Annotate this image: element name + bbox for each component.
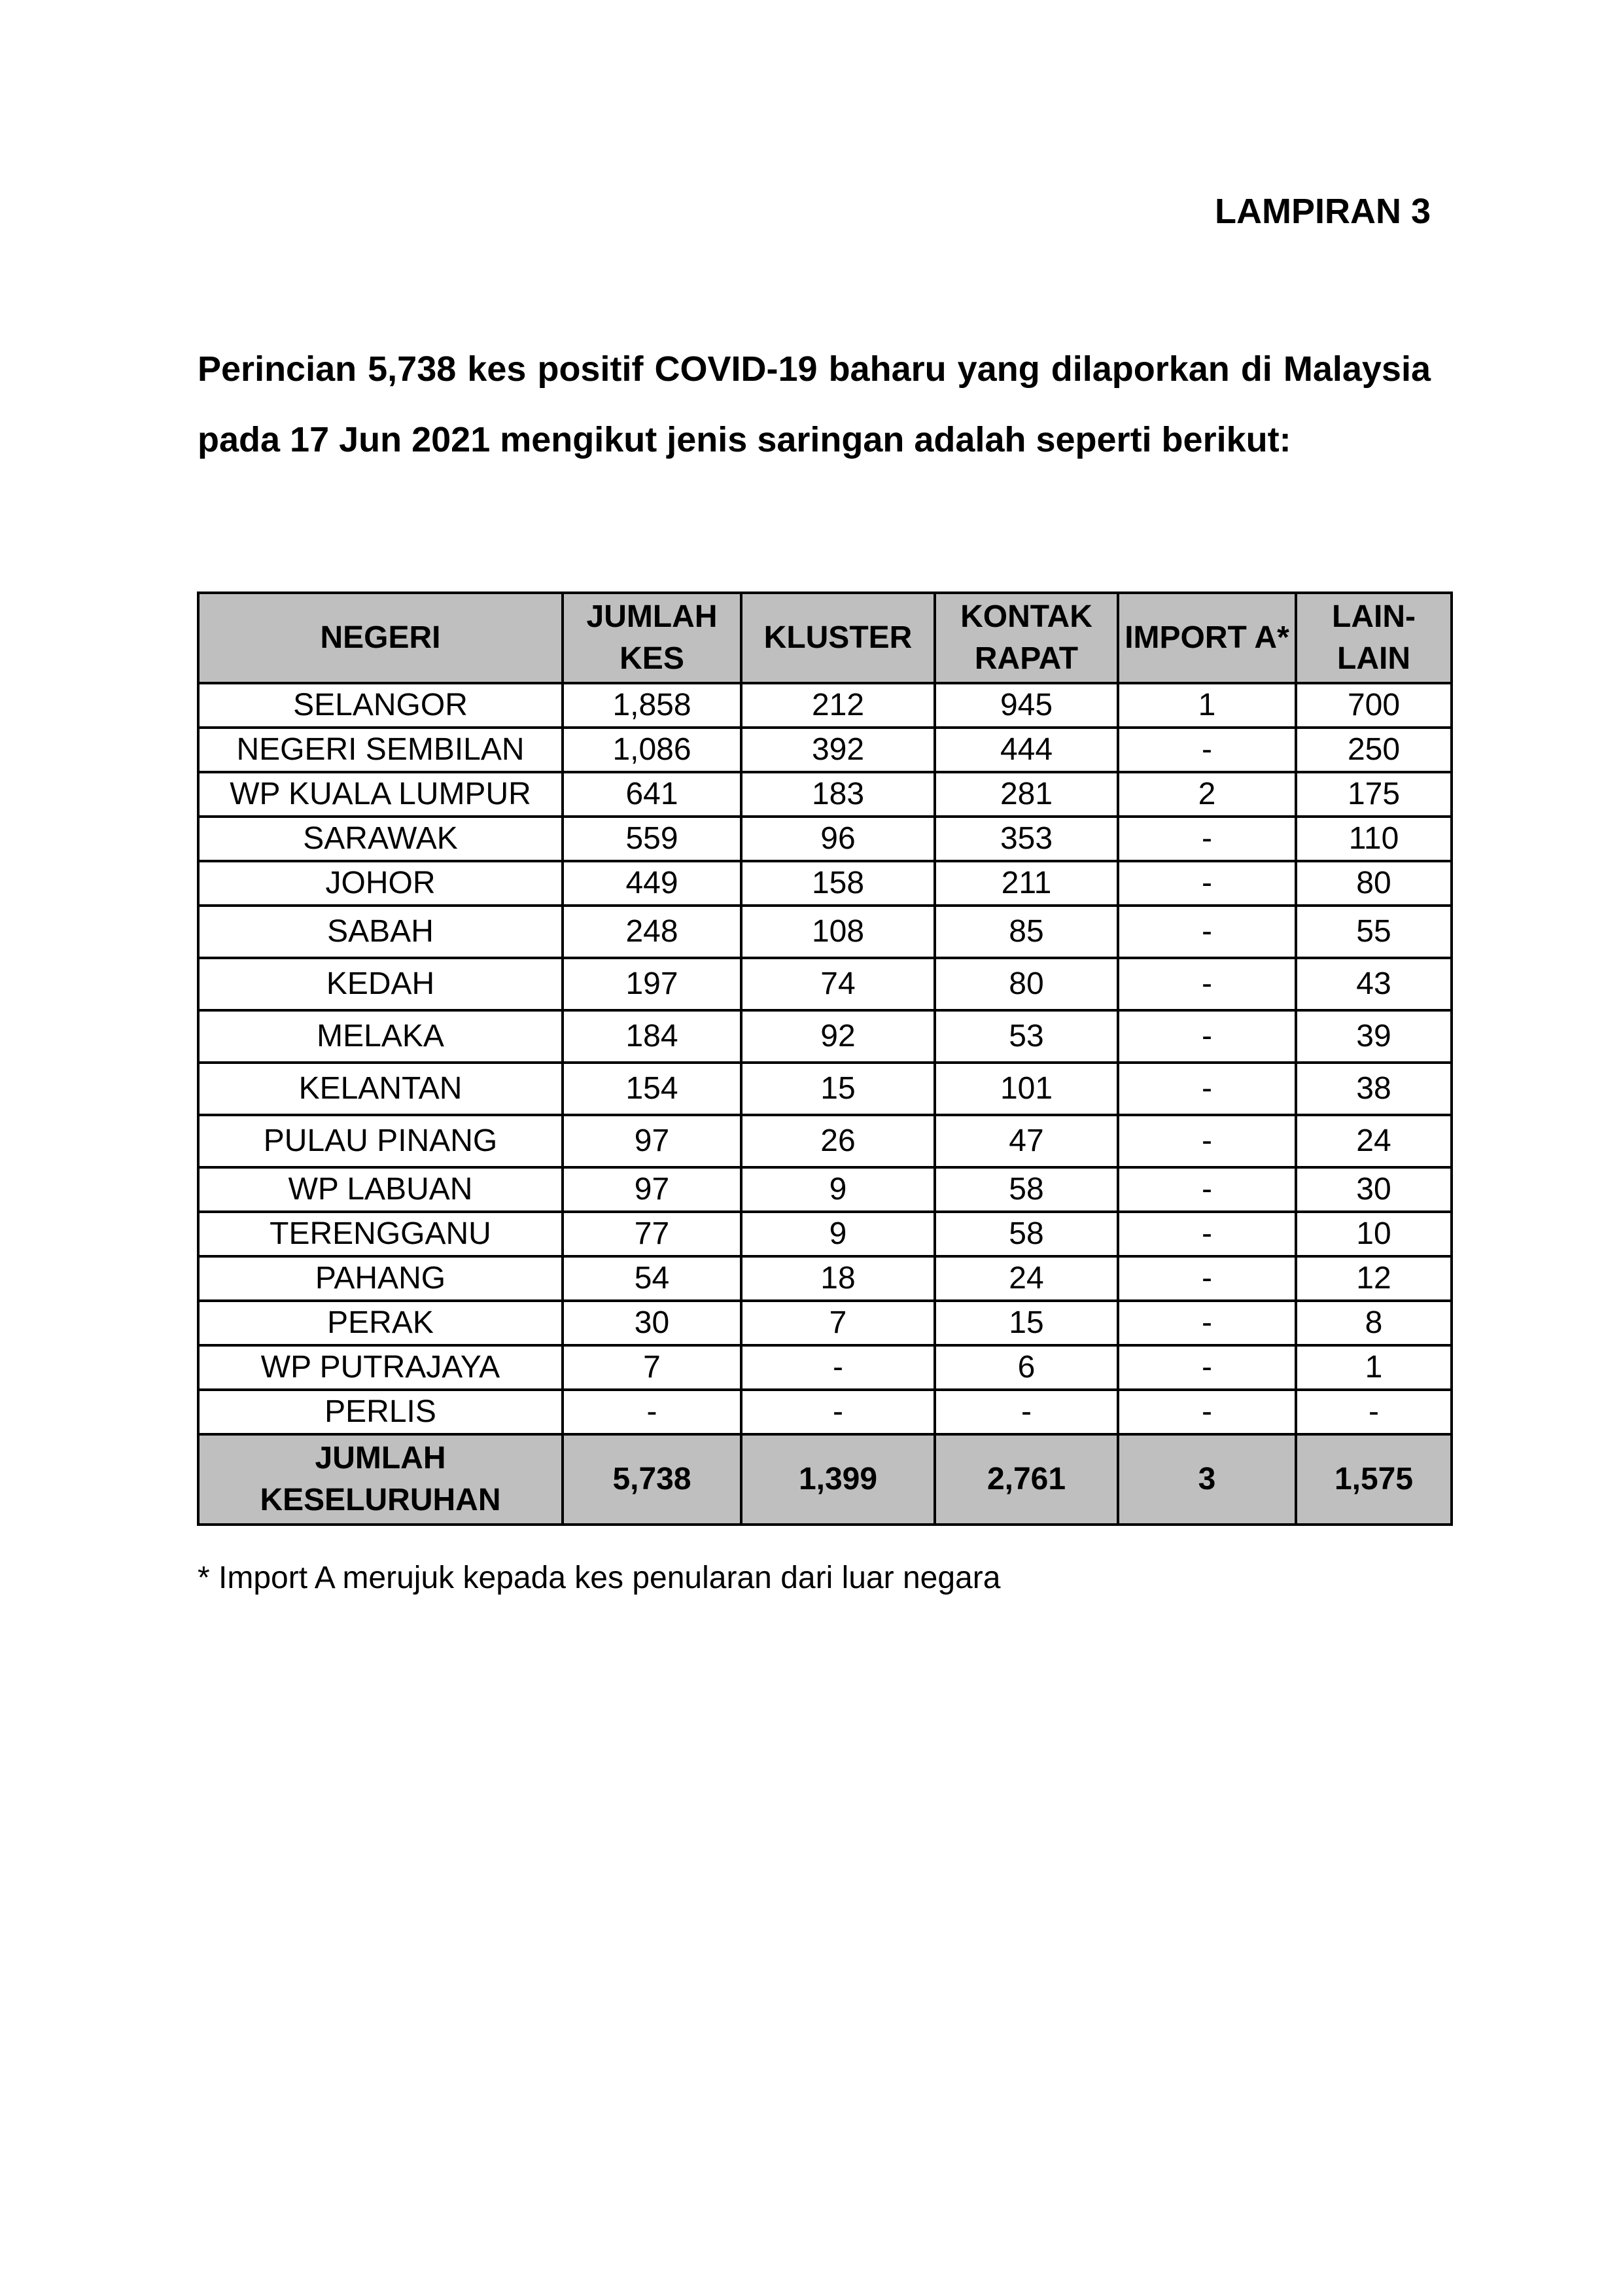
table-cell: 97 xyxy=(563,1115,741,1167)
table-body xyxy=(198,683,1452,1434)
table-row xyxy=(198,1256,1452,1301)
table-cell: 444 xyxy=(935,728,1118,772)
table-row xyxy=(198,1167,1452,1212)
table-cell: 30 xyxy=(563,1301,741,1345)
table-cell: 30 xyxy=(1296,1167,1452,1212)
table-cell: 54 xyxy=(563,1256,741,1301)
table-cell: 47 xyxy=(935,1115,1118,1167)
table-cell: - xyxy=(1118,1390,1296,1434)
table-cell: - xyxy=(1118,1345,1296,1390)
header-kluster: KLUSTER xyxy=(741,593,935,683)
table-cell: - xyxy=(563,1390,741,1434)
table-cell: 7 xyxy=(563,1345,741,1390)
table-row xyxy=(198,683,1452,728)
table-cell: 211 xyxy=(935,861,1118,906)
state-name-cell: KEDAH xyxy=(198,958,563,1010)
table-cell: 353 xyxy=(935,817,1118,861)
table-cell: 58 xyxy=(935,1167,1118,1212)
table-cell: 392 xyxy=(741,728,935,772)
table-cell: 80 xyxy=(935,958,1118,1010)
table-cell: 183 xyxy=(741,772,935,817)
header-kontak-rapat: KONTAK RAPAT xyxy=(935,593,1118,683)
state-name-cell: PERAK xyxy=(198,1301,563,1345)
table-cell: 175 xyxy=(1296,772,1452,817)
table-row xyxy=(198,772,1452,817)
table-cell: 58 xyxy=(935,1212,1118,1256)
table-cell: - xyxy=(1296,1390,1452,1434)
footnote: * Import A merujuk kepada kes penularan dari luar negara xyxy=(198,1561,1001,1595)
table-cell: - xyxy=(1118,728,1296,772)
table-cell: - xyxy=(1118,817,1296,861)
table-cell: - xyxy=(1118,1212,1296,1256)
table-cell: 1 xyxy=(1296,1345,1452,1390)
table-row xyxy=(198,1345,1452,1390)
state-name-cell: KELANTAN xyxy=(198,1063,563,1115)
table-cell: 7 xyxy=(741,1301,935,1345)
total-cell: 2,761 xyxy=(935,1434,1118,1525)
table-cell: 74 xyxy=(741,958,935,1010)
table-row xyxy=(198,1390,1452,1434)
table-cell: 38 xyxy=(1296,1063,1452,1115)
table-row xyxy=(198,1212,1452,1256)
table-cell: - xyxy=(935,1390,1118,1434)
table-cell: - xyxy=(1118,1167,1296,1212)
table-cell: 184 xyxy=(563,1010,741,1063)
table-cell: 559 xyxy=(563,817,741,861)
table-row xyxy=(198,906,1452,958)
table-cell: 9 xyxy=(741,1212,935,1256)
state-name-cell: SABAH xyxy=(198,906,563,958)
table-cell: - xyxy=(1118,1063,1296,1115)
table-cell: 281 xyxy=(935,772,1118,817)
state-name-cell: PAHANG xyxy=(198,1256,563,1301)
appendix-label: LAMPIRAN 3 xyxy=(1214,192,1431,231)
table-cell: 43 xyxy=(1296,958,1452,1010)
table-row xyxy=(198,817,1452,861)
table-cell: 39 xyxy=(1296,1010,1452,1063)
table-cell: 154 xyxy=(563,1063,741,1115)
table-cell: - xyxy=(1118,958,1296,1010)
state-name-cell: JOHOR xyxy=(198,861,563,906)
intro-paragraph: Perincian 5,738 kes positif COVID-19 baharu yang dilaporkan di Malaysia pada 17 Jun 2021 mengikut jenis saringan adalah seperti berikut: xyxy=(198,349,1431,459)
state-name-cell: SARAWAK xyxy=(198,817,563,861)
table-cell: 97 xyxy=(563,1167,741,1212)
table-cell: - xyxy=(741,1345,935,1390)
state-name-cell: WP PUTRAJAYA xyxy=(198,1345,563,1390)
table-cell: 1,858 xyxy=(563,683,741,728)
table-row xyxy=(198,1063,1452,1115)
table-cell: 110 xyxy=(1296,817,1452,861)
total-row xyxy=(198,1434,1452,1525)
table-cell: - xyxy=(1118,1301,1296,1345)
table-cell: 449 xyxy=(563,861,741,906)
table-row xyxy=(198,1115,1452,1167)
header-jumlah-kes: JUMLAH KES xyxy=(563,593,741,683)
table-header-row xyxy=(198,593,1452,683)
table-cell: 24 xyxy=(1296,1115,1452,1167)
state-name-cell: NEGERI SEMBILAN xyxy=(198,728,563,772)
table-cell: 80 xyxy=(1296,861,1452,906)
table-row xyxy=(198,1010,1452,1063)
table-cell: - xyxy=(741,1390,935,1434)
header-lain-lain: LAIN-LAIN xyxy=(1296,593,1452,683)
table-cell: 92 xyxy=(741,1010,935,1063)
table-cell: 108 xyxy=(741,906,935,958)
table-cell: 53 xyxy=(935,1010,1118,1063)
table-cell: 10 xyxy=(1296,1212,1452,1256)
table-cell: 18 xyxy=(741,1256,935,1301)
table-cell: 212 xyxy=(741,683,935,728)
table-cell: 197 xyxy=(563,958,741,1010)
state-name-cell: MELAKA xyxy=(198,1010,563,1063)
state-name-cell: PERLIS xyxy=(198,1390,563,1434)
table-row xyxy=(198,958,1452,1010)
total-cell: 1,399 xyxy=(741,1434,935,1525)
table-cell: - xyxy=(1118,1256,1296,1301)
table-cell: 1 xyxy=(1118,683,1296,728)
header-import-a: IMPORT A* xyxy=(1118,593,1296,683)
state-name-cell: SELANGOR xyxy=(198,683,563,728)
table-cell: - xyxy=(1118,861,1296,906)
table-cell: 2 xyxy=(1118,772,1296,817)
table-cell: 8 xyxy=(1296,1301,1452,1345)
total-cell: 3 xyxy=(1118,1434,1296,1525)
total-cell: 1,575 xyxy=(1296,1434,1452,1525)
table-cell: 96 xyxy=(741,817,935,861)
table-cell: 85 xyxy=(935,906,1118,958)
table-row xyxy=(198,861,1452,906)
table-cell: 55 xyxy=(1296,906,1452,958)
table-row xyxy=(198,1301,1452,1345)
table-cell: 9 xyxy=(741,1167,935,1212)
table-cell: - xyxy=(1118,906,1296,958)
table-cell: 700 xyxy=(1296,683,1452,728)
table-cell: 1,086 xyxy=(563,728,741,772)
table-cell: 158 xyxy=(741,861,935,906)
table-cell: 641 xyxy=(563,772,741,817)
state-name-cell: TERENGGANU xyxy=(198,1212,563,1256)
state-name-cell: WP LABUAN xyxy=(198,1167,563,1212)
state-name-cell: PULAU PINANG xyxy=(198,1115,563,1167)
table-cell: 24 xyxy=(935,1256,1118,1301)
total-label: JUMLAH KESELURUHAN xyxy=(198,1434,563,1525)
table-cell: 101 xyxy=(935,1063,1118,1115)
table-row xyxy=(198,728,1452,772)
table-cell: 26 xyxy=(741,1115,935,1167)
table-cell: 12 xyxy=(1296,1256,1452,1301)
state-name-cell: WP KUALA LUMPUR xyxy=(198,772,563,817)
table-cell: 15 xyxy=(741,1063,935,1115)
table-cell: 248 xyxy=(563,906,741,958)
table-cell: 6 xyxy=(935,1345,1118,1390)
cases-by-state-table xyxy=(197,592,1453,1526)
table-cell: 945 xyxy=(935,683,1118,728)
table-cell: - xyxy=(1118,1115,1296,1167)
table-cell: - xyxy=(1118,1010,1296,1063)
table-cell: 250 xyxy=(1296,728,1452,772)
table-cell: 15 xyxy=(935,1301,1118,1345)
table-cell: 77 xyxy=(563,1212,741,1256)
total-cell: 5,738 xyxy=(563,1434,741,1525)
header-negeri: NEGERI xyxy=(198,593,563,683)
